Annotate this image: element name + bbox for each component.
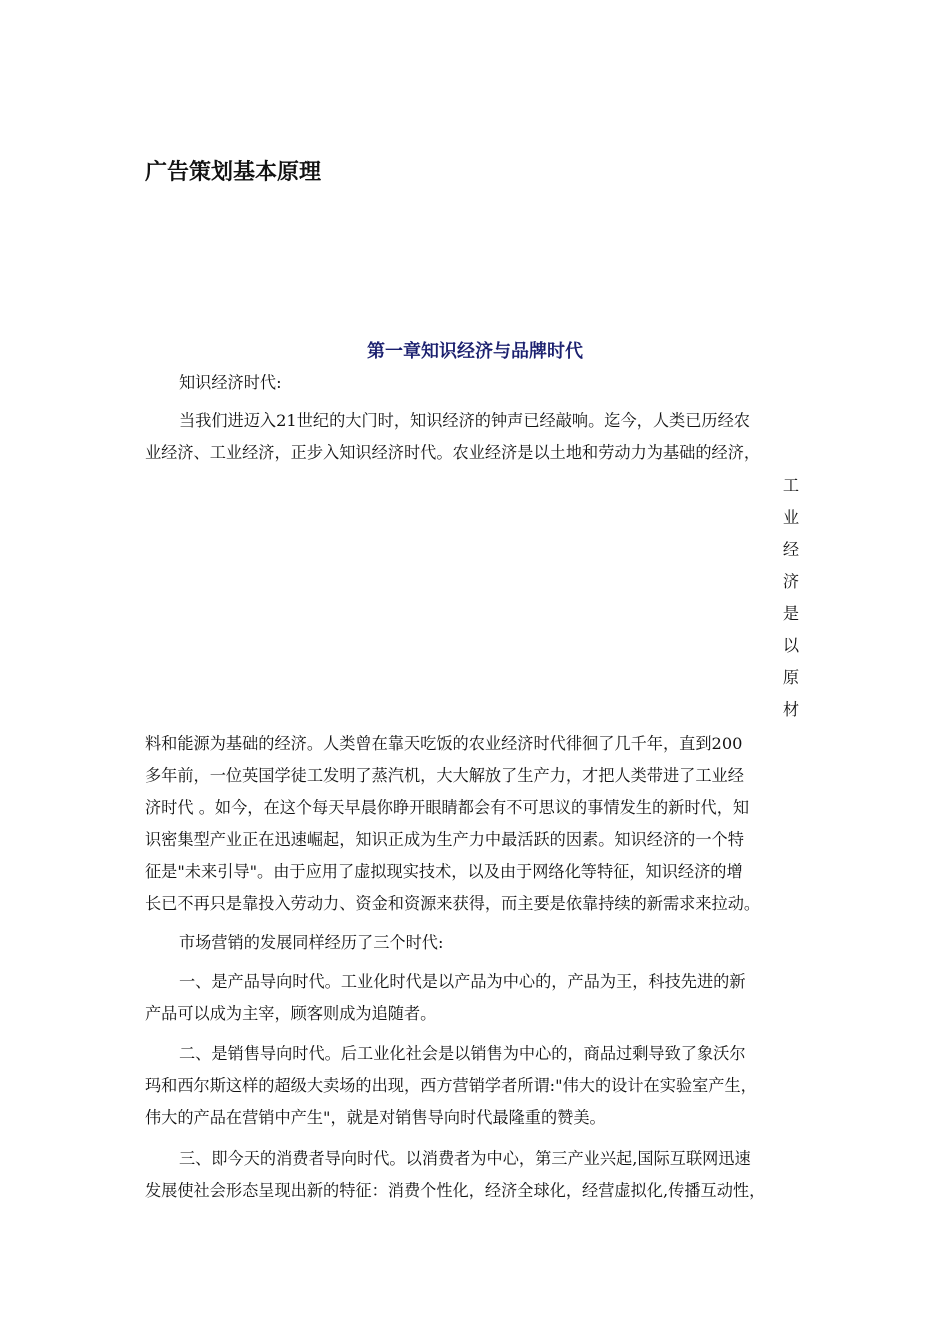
vertical-char: 经 <box>782 540 800 559</box>
vertical-char: 工 <box>782 476 800 495</box>
paragraph-line: 玛和西尔斯这样的超级大卖场的出现，西方营销学者所谓:"伟大的设计在实验室产生， <box>145 1076 757 1095</box>
vertical-char: 济 <box>782 572 800 591</box>
paragraph-line: 识密集型产业正在迅速崛起，知识正成为生产力中最活跃的因素。知识经济的一个特 <box>145 830 744 849</box>
vertical-char: 业 <box>782 508 800 527</box>
paragraph-2: 市场营销的发展同样经历了三个时代: <box>179 933 444 952</box>
section-label: 知识经济时代: <box>179 373 282 392</box>
paragraph-line: 伟大的产品在营销中产生"，就是对销售导向时代最隆重的赞美。 <box>145 1108 606 1127</box>
paragraph-line: 业经济、工业经济，正步入知识经济时代。农业经济是以土地和劳动力为基础的经济， <box>145 443 761 462</box>
paragraph-line: 发展使社会形态呈现出新的特征：消费个性化，经济全球化，经营虚拟化,传播互动性， <box>145 1181 766 1200</box>
paragraph-line: 一、是产品导向时代。工业化时代是以产品为中心的，产品为王，科技先进的新 <box>179 972 746 991</box>
chapter-heading: 第一章知识经济与品牌时代 <box>367 341 583 362</box>
paragraph-line: 多年前，一位英国学徒工发明了蒸汽机，大大解放了生产力，才把人类带进了工业经 <box>145 766 744 785</box>
vertical-char: 原 <box>782 668 800 687</box>
document-title: 广告策划基本原理 <box>145 160 322 185</box>
paragraph-line: 二、是销售导向时代。后工业化社会是以销售为中心的，商品过剩导致了象沃尔 <box>179 1044 746 1063</box>
vertical-char: 是 <box>782 604 800 623</box>
paragraph-line: 三、即今天的消费者导向时代。以消费者为中心，第三产业兴起,国际互联网迅速 <box>179 1149 751 1168</box>
paragraph-line: 济时代 。如今，在这个每天早晨你睁开眼睛都会有不可思议的事情发生的新时代，知 <box>145 798 750 817</box>
paragraph-line: 料和能源为基础的经济。人类曾在靠天吃饭的农业经济时代徘徊了几千年，直到200 <box>145 734 743 753</box>
paragraph-line: 征是"未来引导"。由于应用了虚拟现实技术，以及由于网络化等特征，知识经济的增 <box>145 862 743 881</box>
vertical-char: 以 <box>782 636 800 655</box>
paragraph-line: 产品可以成为主宰，顾客则成为追随者。 <box>145 1004 437 1023</box>
paragraph-line: 长已不再只是靠投入劳动力、资金和资源来获得，而主要是依靠持续的新需求来拉动。 <box>145 894 761 913</box>
paragraph-line: 当我们进迈入21世纪的大门时，知识经济的钟声已经敲响。迄今，人类已历经农 <box>179 411 750 430</box>
vertical-char: 材 <box>782 700 800 719</box>
